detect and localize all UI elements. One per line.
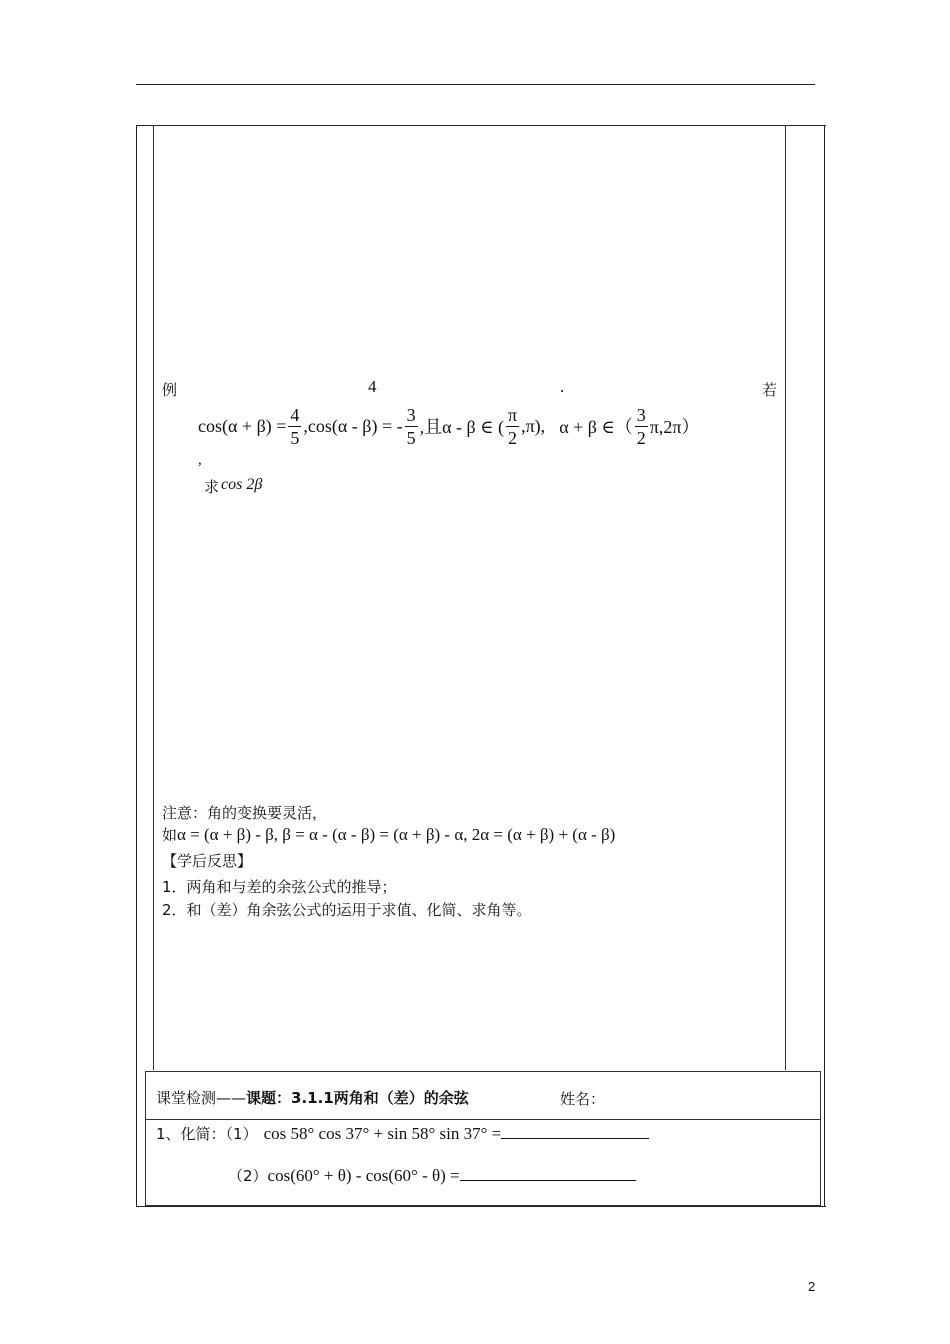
page-number: 2 xyxy=(808,1279,816,1294)
fraction-numerator: 3 xyxy=(406,404,416,425)
quiz-question-1 xyxy=(156,1123,649,1144)
note-ru: 如 xyxy=(162,826,178,844)
quiz-divider xyxy=(145,1119,821,1120)
fraction-numerator: 3 xyxy=(636,404,646,425)
fraction-denominator: 5 xyxy=(290,427,300,448)
diff-range-end: ,π), xyxy=(521,415,546,436)
header-rule xyxy=(136,84,815,85)
example-condition xyxy=(198,402,699,450)
quiz-header xyxy=(156,1087,469,1108)
example-dot: . xyxy=(560,377,565,396)
fraction-numerator: π xyxy=(508,404,518,425)
example-ask: 求 xyxy=(204,478,220,496)
sum-range-end: π,2π） xyxy=(649,417,700,437)
question-2-label: （2） xyxy=(228,1167,268,1185)
question-1-expr: cos 58° cos 37° + sin 58° sin 37° = xyxy=(263,1124,502,1143)
question-2-expr: cos(60° + θ) - cos(60° - θ) = xyxy=(267,1166,460,1185)
quiz-question-2 xyxy=(228,1165,636,1186)
cos-diff-lhs: ,cos(α - β) = - xyxy=(303,415,403,436)
fraction-three-fifths xyxy=(405,406,418,447)
question-1-label: 1、化简：（1） xyxy=(156,1125,258,1143)
table-border-bottom xyxy=(136,1206,826,1207)
reflection-item-2: 2．和（差）角余弦公式的运用于求值、化简、求角等。 xyxy=(162,901,532,919)
note-title: 注意：角的变换要灵活， xyxy=(162,804,328,822)
sum-range-start: α + β ∈（ xyxy=(559,417,633,437)
reflection-heading: 【学后反思】 xyxy=(162,852,253,870)
fraction-denominator: 2 xyxy=(636,427,646,448)
quiz-prefix: 课堂检测—— xyxy=(156,1089,247,1107)
content-column-left-rule xyxy=(153,125,154,1070)
example-comma: , xyxy=(198,452,202,468)
fraction-denominator: 2 xyxy=(508,427,518,448)
content-column-right-rule xyxy=(785,125,786,1070)
diff-range-start: ,且α - β ∈ ( xyxy=(419,417,504,437)
reflection-item-1: 1．两角和与差的余弦公式的推导； xyxy=(162,878,397,896)
example-label: 例 xyxy=(162,381,178,399)
fraction-numerator: 4 xyxy=(290,404,300,425)
question-1-answer-blank[interactable] xyxy=(501,1138,649,1139)
table-border-top xyxy=(136,125,826,126)
quiz-name-label: 姓名： xyxy=(560,1090,606,1108)
example-ask-expr: cos 2β xyxy=(221,476,263,493)
note-formula-line xyxy=(162,824,615,845)
fraction-four-fifths xyxy=(288,406,301,447)
table-border-right xyxy=(824,125,825,1207)
cos-sum-lhs: cos(α + β) = xyxy=(198,415,287,436)
fraction-denominator: 5 xyxy=(406,427,416,448)
fraction-three-halves xyxy=(635,406,648,447)
example-ruo: 若 xyxy=(762,381,778,399)
table-border-left xyxy=(136,125,137,1207)
question-2-answer-blank[interactable] xyxy=(460,1180,636,1181)
note-formula: α = (α + β) - β, β = α - (α - β) = (α + β) - α, 2α = (α + β) + (α - β) xyxy=(177,825,616,844)
example-number: 4 xyxy=(368,377,377,396)
quiz-title: 课题：3.1.1两角和（差）的余弦 xyxy=(246,1089,469,1107)
fraction-pi-half xyxy=(506,406,519,447)
